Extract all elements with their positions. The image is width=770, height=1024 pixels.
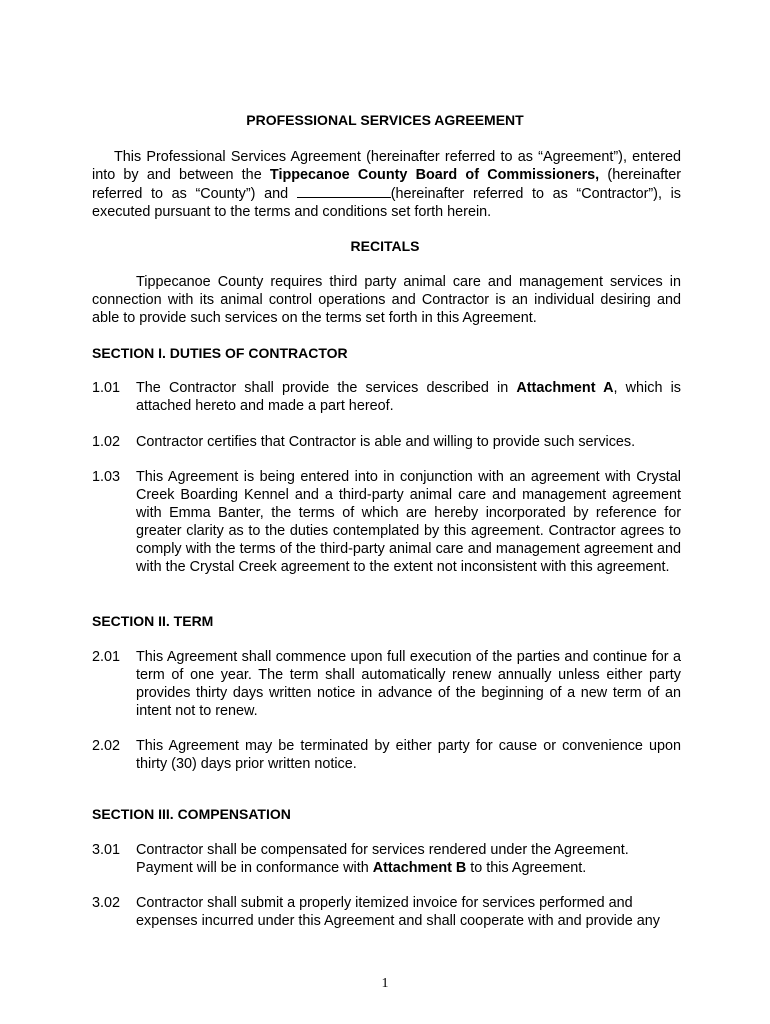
clause-text-post: to this Agreement. (466, 860, 587, 876)
clause-text: Contractor certifies that Contractor is able and willing to provide such services. (136, 434, 636, 450)
page-number: 1 (381, 976, 389, 991)
clause-2-01 (92, 648, 681, 720)
intro-paragraph (92, 148, 681, 221)
clause-text-post: , which is attached hereto and made a part hereof. (136, 380, 681, 414)
intro-text-2: (hereinafter referred to as “County”) and (92, 167, 681, 202)
document-title: PROFESSIONAL SERVICES AGREEMENT (246, 112, 524, 128)
clause-number: 3.02 (92, 895, 121, 911)
attachment-a-reference: Attachment A (516, 380, 614, 396)
clause-text: Contractor shall submit a properly itemized invoice for services performed and expenses incurred under this Agreement and shall cooperate with and provide any (136, 895, 660, 929)
clause-number: 2.01 (92, 649, 121, 665)
clause-1-03 (92, 468, 681, 576)
county-name: Tippecanoe County Board of Commissioners, (269, 167, 600, 183)
clause-2-02 (92, 737, 681, 773)
intro-text-3: (hereinafter referred to as “Contractor”), is executed pursuant to the terms and conditions set forth herein. (92, 186, 681, 220)
clause-3-02 (92, 894, 681, 930)
clause-1-02 (92, 433, 681, 451)
clause-text (136, 841, 681, 877)
clause-number: 1.02 (92, 434, 121, 450)
section-1-heading: SECTION I. DUTIES OF CONTRACTOR (92, 345, 348, 361)
clause-text: This Agreement shall commence upon full execution of the parties and continue for a term of one year. The term shall automatically renew annually unless either party provides thirty days written notice in advance of the beginning of a new term of an intent not to renew. (136, 649, 681, 719)
clause-text: This Agreement is being entered into in conjunction with an agreement with Crystal Creek Boarding Kennel and a third-party animal care and management agreement with Emma Banter, the terms of which are hereby incorporated by reference for greater clarity as to the duties contemplated by this agreement. Contractor agrees to comply with the terms of the third-party animal care and management agreement and with the Crystal Creek agreement to the extent not inconsistent with this agreement. (136, 469, 681, 575)
clause-number: 1.03 (92, 469, 121, 485)
recitals-paragraph: Tippecanoe County requires third party animal care and management services in connection with its animal control operations and Contractor is an individual desiring and able to provide such services on the terms set forth in this Agreement. (92, 274, 681, 326)
intro-text-1: This Professional Services Agreement (hereinafter referred to as “Agreement”), entered into by and between the (92, 149, 681, 183)
contractor-name-blank (297, 184, 391, 198)
section-2-heading: SECTION II. TERM (92, 613, 214, 629)
clause-number: 1.01 (92, 380, 121, 396)
clause-number: 2.02 (92, 738, 121, 754)
clause-text-pre: Contractor shall be compensated for services rendered under the Agreement. Payment will be in conformance with (136, 842, 629, 876)
clause-text: This Agreement may be terminated by either party for cause or convenience upon thirty (30) days prior written notice. (136, 738, 681, 772)
clause-number: 3.01 (92, 842, 121, 858)
clause-text-pre: The Contractor shall provide the services described in (136, 380, 517, 396)
attachment-b-reference: Attachment B (372, 860, 467, 876)
section-3-heading: SECTION III. COMPENSATION (92, 806, 291, 822)
clause-1-01 (92, 379, 681, 415)
recitals-heading: RECITALS (350, 238, 420, 254)
clause-3-01 (92, 841, 681, 877)
clause-text (136, 379, 681, 415)
